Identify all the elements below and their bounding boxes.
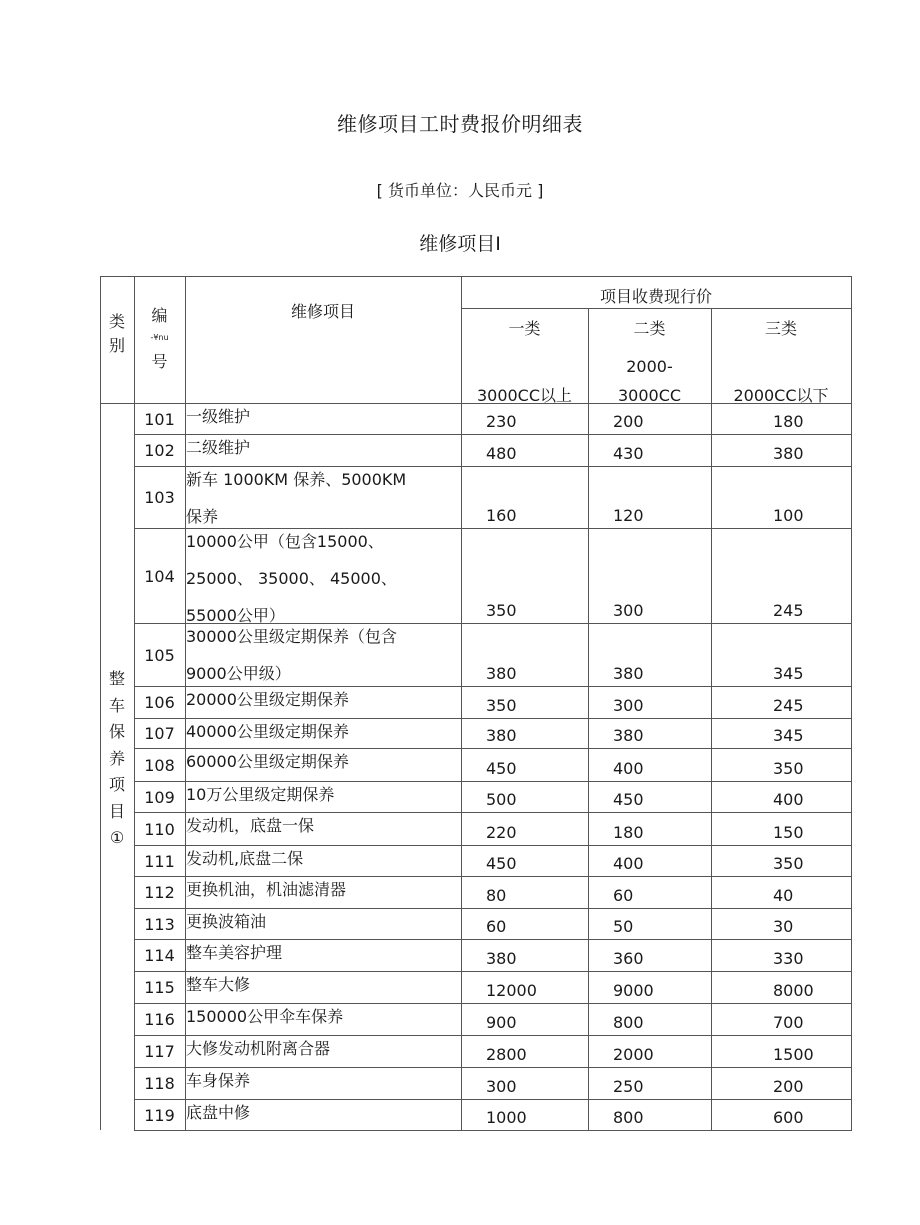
row-item-text: 10000公甲（包含15000、 [186, 532, 384, 551]
row-price-class1: 380 [486, 726, 517, 745]
row-price-class3: 330 [773, 949, 804, 968]
header-class2-spec-line2-clip [588, 380, 711, 403]
row-item-text: 40000公里级定期保养 [186, 722, 349, 741]
row-item-text: 更换机油，机油滤清器 [186, 880, 347, 899]
row-item-cell [186, 813, 460, 845]
row-item-text: 30000公里级定期保养（包含 [186, 627, 397, 646]
row-number: 104 [144, 567, 175, 586]
header-class1: 一类 [508, 319, 541, 338]
row-price-class1: 1000 [486, 1108, 527, 1127]
row-item-cell [186, 435, 460, 466]
row-item-text: 保养 [186, 507, 219, 526]
row-item-cell [186, 1004, 460, 1035]
row-number: 116 [144, 1010, 175, 1029]
row-price-class3: 200 [773, 1077, 804, 1096]
row-item-cell [186, 846, 460, 876]
header-number-mid: -¥nu [150, 333, 169, 342]
row-price-class2: 400 [613, 854, 644, 873]
row-number: 106 [144, 693, 175, 712]
page-title: 维修项目工时费报价明细表 [337, 112, 583, 136]
row-item-cell [186, 467, 460, 528]
row-item-text: 9000公甲级） [186, 664, 291, 683]
row-number: 105 [144, 646, 175, 665]
price-group-divider [461, 308, 852, 309]
row-price-class2: 250 [613, 1077, 644, 1096]
section-title: 维修项目I [419, 233, 501, 255]
row-price-class1: 450 [486, 854, 517, 873]
row-item-cell [186, 877, 460, 908]
row-price-class1: 12000 [486, 981, 537, 1000]
row-number: 114 [144, 946, 175, 965]
row-price-class3: 350 [773, 759, 804, 778]
row-price-class2: 430 [613, 444, 644, 463]
row-number: 107 [144, 724, 175, 743]
col-border-price3 [711, 308, 712, 1131]
row-price-class3: 1500 [773, 1045, 814, 1064]
row-item-cell [186, 1036, 460, 1067]
row-price-class1: 450 [486, 759, 517, 778]
row-price-class3: 345 [773, 726, 804, 745]
row-price-class1: 380 [486, 664, 517, 683]
row-item-text: 150000公甲伞车保养 [186, 1007, 344, 1026]
row-price-class1: 160 [486, 506, 517, 525]
col-border-price2 [588, 308, 589, 1131]
row-price-class2: 50 [613, 917, 634, 936]
row-price-class3: 40 [773, 886, 794, 905]
table-top-border [100, 276, 852, 277]
header-item: 维修项目 [290, 302, 355, 321]
row-item-text: 55000公甲） [186, 606, 285, 623]
row-item-cell [186, 1100, 460, 1130]
row-price-class3: 245 [773, 601, 804, 620]
row-price-class3: 150 [773, 823, 804, 842]
row-item-text: 60000公里级定期保养 [186, 752, 349, 771]
header-class2-spec-line2: 3000CC [617, 386, 682, 403]
row-number: 119 [144, 1106, 175, 1125]
row-price-class2: 380 [613, 664, 644, 683]
row-price-class3: 8000 [773, 981, 814, 1000]
row-price-class3: 700 [773, 1013, 804, 1032]
row-number: 109 [144, 788, 175, 807]
row-item-cell [186, 1068, 460, 1099]
row-item-text: 整车美容护理 [186, 943, 283, 962]
row-price-class2: 360 [613, 949, 644, 968]
header-price-group: 项目收费现行价 [599, 287, 712, 306]
row-item-text: 二级维护 [186, 438, 251, 457]
row-price-class1: 60 [486, 917, 507, 936]
row-item-cell [186, 404, 460, 434]
row-number: 112 [144, 883, 175, 902]
row-price-class1: 80 [486, 886, 507, 905]
row-price-class3: 180 [773, 412, 804, 431]
row-price-class3: 350 [773, 854, 804, 873]
row-price-class2: 9000 [613, 981, 654, 1000]
row-item-cell [186, 782, 460, 812]
row-price-class2: 380 [613, 726, 644, 745]
category-label: 整 车 保 养 项 目 ① [108, 669, 125, 847]
row-price-class1: 2800 [486, 1045, 527, 1064]
header-class3-spec: 2000CC以下 [733, 386, 829, 403]
row-item-cell [186, 749, 460, 781]
header-number-bottom: 号 [151, 352, 168, 371]
row-price-class3: 380 [773, 444, 804, 463]
row-item-cell [186, 719, 460, 748]
row-price-class1: 480 [486, 444, 517, 463]
row-number: 108 [144, 756, 175, 775]
row-price-class2: 800 [613, 1108, 644, 1127]
row-item-text: 车身保养 [186, 1071, 251, 1090]
row-number: 102 [144, 441, 175, 460]
header-number-top: 编 [151, 306, 168, 325]
row-price-class2: 120 [613, 506, 644, 525]
currency-note: [ 货币单位：人民币元 ] [376, 181, 544, 200]
header-class3: 三类 [764, 319, 797, 338]
row-item-text: 发动机，底盘一保 [186, 816, 315, 835]
row-number: 103 [144, 488, 175, 507]
header-class3-spec-clip [711, 380, 851, 403]
row-item-text: 发动机,底盘二保 [186, 849, 304, 868]
row-item-text: 底盘中修 [186, 1103, 251, 1122]
header-class2: 二类 [633, 319, 666, 338]
row-price-class2: 800 [613, 1013, 644, 1032]
row-item-cell [186, 909, 460, 939]
row-number: 117 [144, 1042, 175, 1061]
row-price-class1: 500 [486, 790, 517, 809]
row-price-class2: 450 [613, 790, 644, 809]
row-item-cell [186, 940, 460, 971]
row-price-class1: 230 [486, 412, 517, 431]
row-price-class2: 60 [613, 886, 634, 905]
row-price-class1: 380 [486, 949, 517, 968]
row-item-text: 一级维护 [186, 407, 251, 426]
row-price-class3: 245 [773, 696, 804, 715]
header-class1-spec: 3000CC以上 [476, 386, 573, 403]
row-border [134, 1130, 852, 1131]
row-item-cell [186, 624, 460, 686]
row-item-text: 新车 1000KM 保养、5000KM [186, 470, 407, 489]
row-price-class1: 300 [486, 1077, 517, 1096]
row-price-class3: 400 [773, 790, 804, 809]
row-price-class1: 900 [486, 1013, 517, 1032]
row-number: 111 [144, 852, 175, 871]
row-price-class3: 600 [773, 1108, 804, 1127]
row-price-class2: 200 [613, 412, 644, 431]
row-price-class2: 300 [613, 601, 644, 620]
row-number: 110 [144, 820, 175, 839]
row-item-text: 大修发动机附离合器 [186, 1039, 331, 1058]
row-item-cell [186, 972, 460, 1003]
row-number: 115 [144, 978, 175, 997]
header-class2-spec-line1: 2000- [626, 357, 673, 376]
row-item-cell [186, 687, 460, 718]
row-price-class1: 350 [486, 601, 517, 620]
row-number: 118 [144, 1074, 175, 1093]
row-number: 113 [144, 915, 175, 934]
header-class1-spec-clip [461, 380, 588, 403]
row-price-class1: 350 [486, 696, 517, 715]
row-price-class2: 180 [613, 823, 644, 842]
row-price-class2: 400 [613, 759, 644, 778]
row-price-class3: 30 [773, 917, 794, 936]
row-item-text: 10万公里级定期保养 [186, 785, 335, 804]
row-number: 101 [144, 410, 175, 429]
row-item-text: 25000、 35000、 45000、 [186, 569, 397, 588]
row-item-text: 整车大修 [186, 975, 251, 994]
row-item-text: 更换波箱油 [186, 912, 267, 931]
row-price-class2: 300 [613, 696, 644, 715]
row-price-class3: 100 [773, 506, 804, 525]
row-price-class2: 2000 [613, 1045, 654, 1064]
header-category: 类 别 [108, 312, 125, 355]
row-price-class3: 345 [773, 664, 804, 683]
row-item-cell [186, 529, 460, 623]
row-item-text: 20000公里级定期保养 [186, 690, 349, 709]
row-price-class1: 220 [486, 823, 517, 842]
